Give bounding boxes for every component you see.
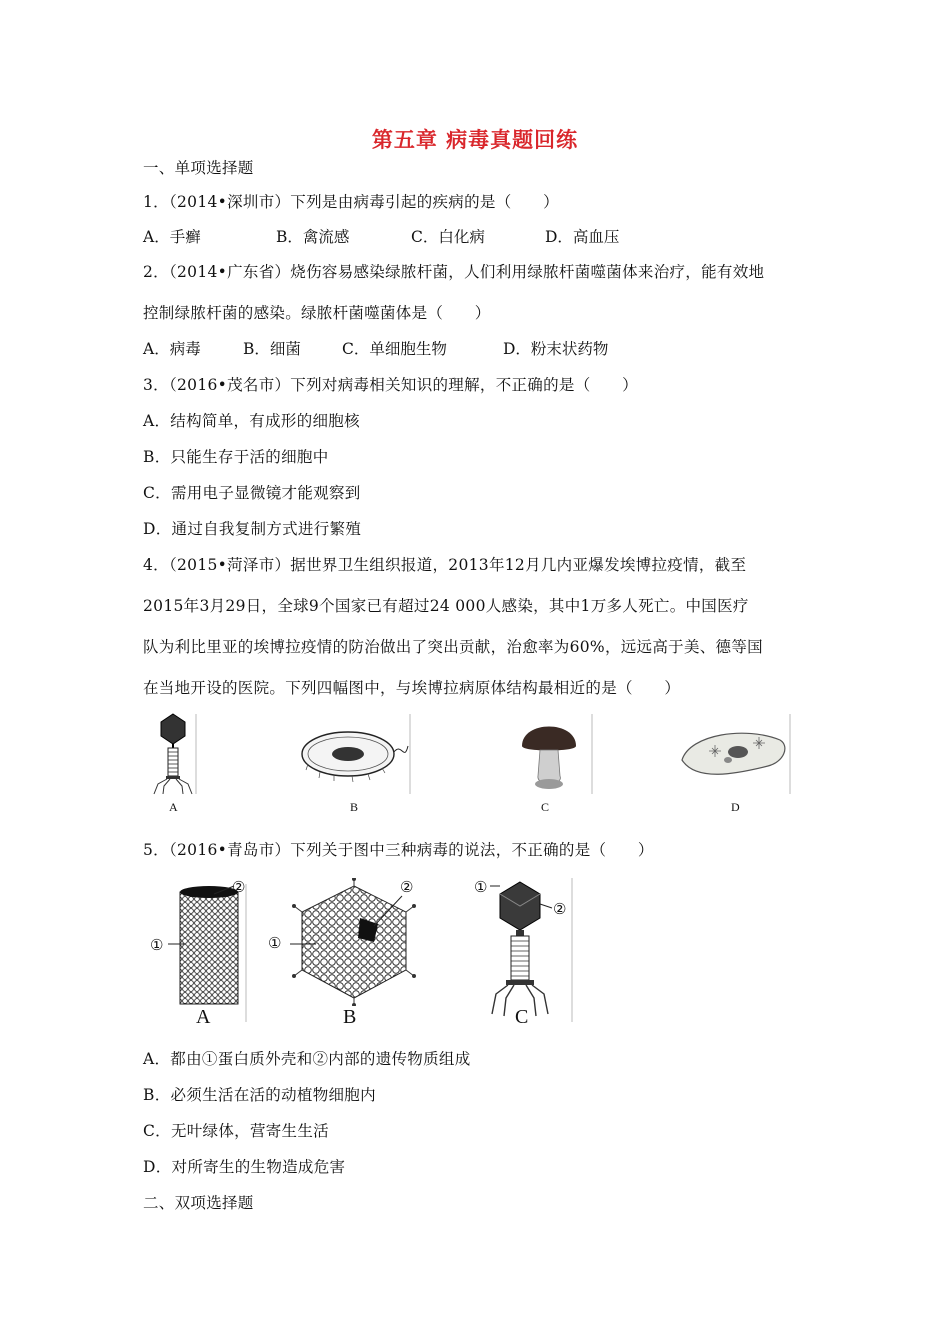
question-4-stem-line-1: 4．（2015•菏泽市）据世界卫生组织报道，2013年12月几内亚爆发埃博拉疫情，截至 [143,556,747,574]
q1-option-b: B．禽流感 [276,228,350,246]
q5-c-marker-2: ② [553,900,567,918]
q5-figure-c-label: C [515,1006,529,1028]
q5-option-a: A．都由①蛋白质外壳和②内部的遗传物质组成 [143,1050,471,1068]
q5-a-leader-line-1 [168,942,184,946]
q4-figure-a-label: A [169,800,178,814]
q5-option-d: D．对所寄生的生物造成危害 [143,1158,346,1176]
q5-a-marker-2: ② [232,878,246,896]
q3-option-b: B．只能生存于活的细胞中 [143,448,329,466]
question-5-stem: 5．（2016•青岛市）下列关于图中三种病毒的说法，不正确的是（ ） [143,841,654,859]
q5-figure-b-icosahedral-virus [288,878,420,1006]
q4-figure-b-label: B [350,800,359,814]
question-1-stem: 1．（2014•深圳市）下列是由病毒引起的疾病的是（ ） [143,193,559,211]
q5-a-marker-1: ① [150,936,164,954]
q4-figure-b-bacterium [298,712,414,796]
q4-figure-d-paramecium [676,712,794,796]
q2-option-c: C．单细胞生物 [342,340,447,358]
q2-option-b: B．细菌 [243,340,301,358]
q5-option-b: B．必须生活在活的动植物细胞内 [143,1086,376,1104]
q5-b-marker-1: ① [268,934,282,952]
q5-option-c: C．无叶绿体，营寄生生活 [143,1122,329,1140]
question-4-stem-line-4: 在当地开设的医院。下列四幅图中，与埃博拉病原体结构最相近的是（ ） [143,679,681,697]
q5-figure-a-rod-virus [176,884,248,1024]
q5-b-marker-2: ② [400,878,414,896]
q2-option-d: D．粉末状药物 [503,340,609,358]
q4-figure-c-mushroom [514,712,596,796]
q3-option-c: C．需用电子显微镜才能观察到 [143,484,361,502]
q1-option-d: D．高血压 [545,228,620,246]
q5-figure-a-label: A [196,1006,211,1028]
q1-option-c: C．白化病 [411,228,485,246]
q5-figure-b-label: B [343,1006,357,1028]
q5-c-marker-1: ① [474,878,488,896]
q3-option-d: D．通过自我复制方式进行繁殖 [143,520,362,538]
question-3-stem: 3．（2016•茂名市）下列对病毒相关知识的理解，不正确的是（ ） [143,376,638,394]
q1-option-a: A．手癣 [143,228,201,246]
page-title: 第五章 病毒真题回练 [371,127,579,152]
section-heading-single-choice: 一、单项选择题 [143,159,254,177]
q4-figure-c-label: C [541,800,550,814]
q3-option-a: A．结构简单，有成形的细胞核 [143,412,360,430]
question-2-stem-line-1: 2．（2014•广东省）烧伤容易感染绿脓杆菌，人们利用绿脓杆菌噬菌体来治疗，能有效地 [143,263,765,281]
question-2-stem-line-2: 控制绿脓杆菌的感染。绿脓杆菌噬菌体是（ ） [143,304,491,322]
q2-option-a: A．病毒 [143,340,201,358]
q4-figure-d-label: D [731,800,740,814]
question-4-stem-line-3: 队为利比里亚的埃博拉疫情的防治做出了突出贡献，治愈率为60%，远远高于美、德等国 [143,638,763,656]
section-heading-double-choice: 二、双项选择题 [143,1194,254,1212]
question-4-stem-line-2: 2015年3月29日，全球9个国家已有超过24 000人感染，其中1万多人死亡。中国医疗 [143,597,749,615]
q4-figure-a-bacteriophage [148,712,198,796]
q5-a-leader-line-2 [212,884,236,896]
q5-figure-c-bacteriophage [486,876,576,1024]
